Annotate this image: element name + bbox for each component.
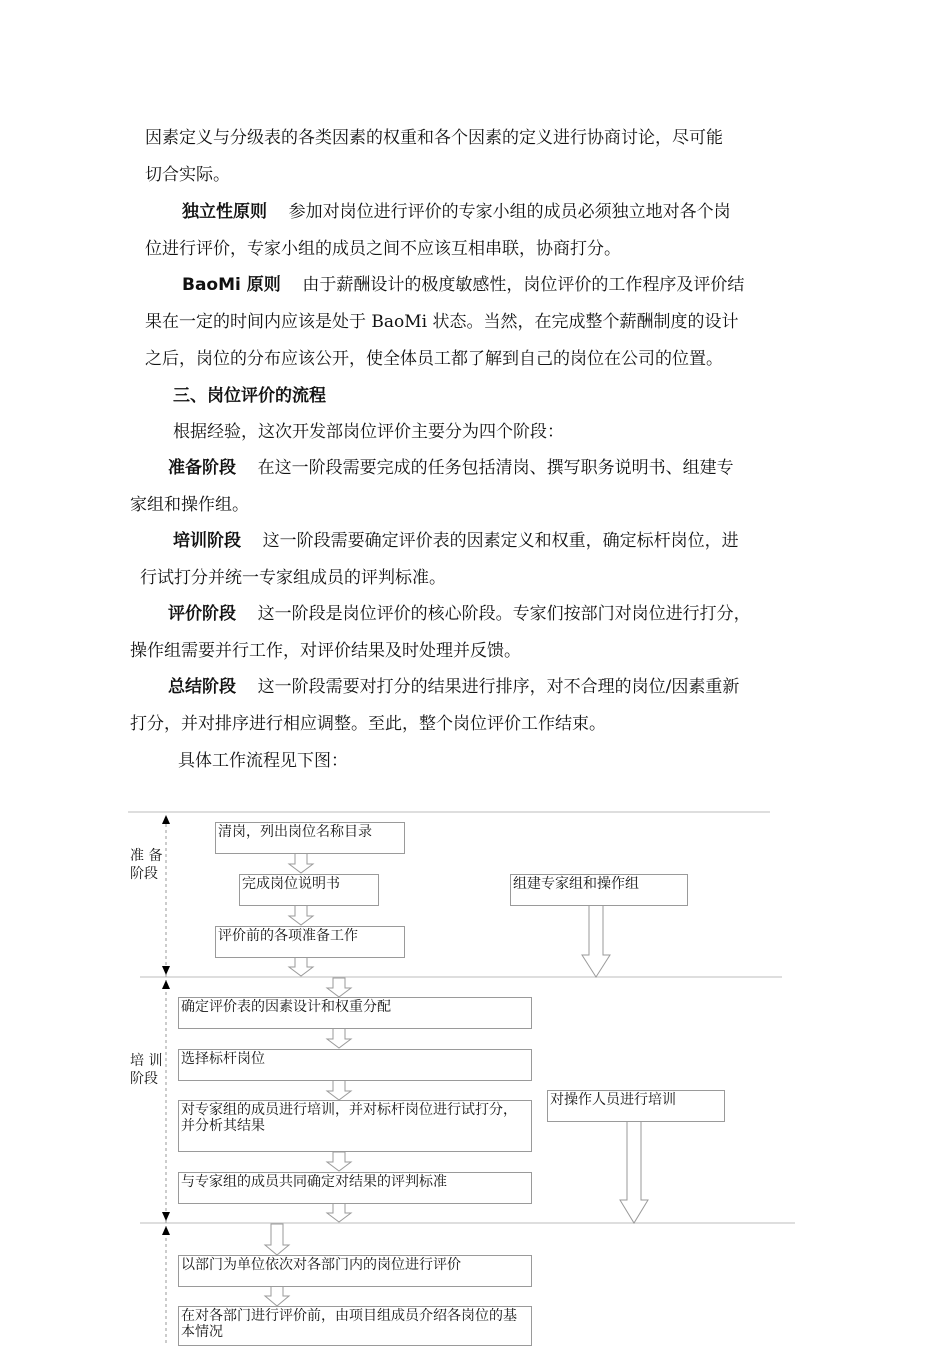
paragraph-line: 因素定义与分级表的各类因素的权重和各个因素的定义进行协商讨论，尽可能 [145,128,723,148]
term-eval-stage: 评价阶段 [168,604,236,624]
paragraph-line: 家组和操作组。 [130,495,249,515]
flow-box-dept-evaluation: 以部门为单位依次对各部门内的岗位进行评价 [178,1255,532,1287]
section-heading: 三、岗位评价的流程 [173,386,326,406]
axis-arrow [162,980,170,989]
stage-label-line: 阶段 [130,1071,158,1087]
term-independence: 独立性原则 [182,202,267,222]
flow-box-criteria: 与专家组的成员共同确定对结果的评判标准 [178,1172,532,1204]
stage-label-line: 阶段 [130,866,158,882]
flow-box-list-positions: 清岗，列出岗位名称目录 [215,822,405,854]
paragraph-line: 具体工作流程见下图： [178,751,348,771]
paragraph-line: 切合实际。 [145,165,230,185]
term-prep-stage: 准备阶段 [168,458,236,478]
term-confidential: BaoMi 原则 [182,275,281,295]
axis-arrow [162,966,170,975]
paragraph-line: 行试打分并统一专家组成员的评判标准。 [140,568,446,588]
paragraph-line: 操作组需要并行工作，对评价结果及时处理并反馈。 [130,641,521,661]
down-arrow-icon [265,1286,289,1306]
down-arrow-icon [327,1080,351,1100]
flow-box-expert-training: 对专家组的成员进行培训，并对标杆岗位进行试打分，并分析其结果 [178,1100,532,1152]
down-arrow-icon [327,978,351,997]
axis-arrow [162,815,170,824]
stage-label-line: 培 训 [130,1053,163,1069]
paragraph-text: 在这一阶段需要完成的任务包括清岗、撰写职务说明书、组建专 [257,458,734,478]
stage-label-prep [130,847,162,883]
down-arrow-icon [582,905,610,977]
down-arrow-icon [327,1028,351,1048]
paragraph-text: 由于薪酬设计的极度敏感性，岗位评价的工作程序及评价结 [302,275,745,295]
down-arrow-icon [289,905,313,925]
paragraph-text: 这一阶段需要确定评价表的因素定义和权重，确定标杆岗位，进 [262,531,739,551]
paragraph-line: 打分，并对排序进行相应调整。至此，整个岗位评价工作结束。 [130,714,606,734]
term-train-stage: 培训阶段 [173,531,241,551]
flow-box-form-groups: 组建专家组和操作组 [510,874,688,906]
axis-arrow [162,1212,170,1221]
paragraph-text: 这一阶段是岗位评价的核心阶段。专家们按部门对岗位进行打分， [257,604,751,624]
down-arrow-icon [289,853,313,873]
term-summary-stage: 总结阶段 [168,677,236,697]
paragraph-line: 果在一定的时间内应该是处于 BaoMi 状态。当然，在完成整个薪酬制度的设计 [145,312,739,332]
flow-box-factor-weights: 确定评价表的因素设计和权重分配 [178,997,532,1029]
flow-box-benchmark: 选择标杆岗位 [178,1049,532,1081]
paragraph-text: 这一阶段需要对打分的结果进行排序，对不合理的岗位/因素重新 [257,677,740,697]
down-arrow-icon [327,1203,351,1222]
flow-box-preparation: 评价前的各项准备工作 [215,926,405,958]
down-arrow-icon [327,1152,351,1171]
down-arrow-icon [620,1121,648,1223]
paragraph-text: 参加对岗位进行评价的专家小组的成员必须独立地对各个岗 [288,202,731,222]
paragraph-line: 位进行评价，专家小组的成员之间不应该互相串联，协商打分。 [145,239,621,259]
stage-label-train [130,1052,162,1088]
flow-box-operator-training: 对操作人员进行培训 [547,1090,725,1122]
paragraph-line: 根据经验，这次开发部岗位评价主要分为四个阶段： [173,422,564,442]
down-arrow-icon [289,957,313,976]
flow-box-job-descriptions: 完成岗位说明书 [239,874,379,906]
paragraph-line: 之后，岗位的分布应该公开，使全体员工都了解到自己的岗位在公司的位置。 [145,349,723,369]
axis-arrow [162,1226,170,1235]
stage-label-line: 准 备 [130,848,163,864]
down-arrow-icon [265,1224,289,1255]
flow-box-intro-positions: 在对各部门进行评价前，由项目组成员介绍各岗位的基本情况 [178,1306,532,1346]
